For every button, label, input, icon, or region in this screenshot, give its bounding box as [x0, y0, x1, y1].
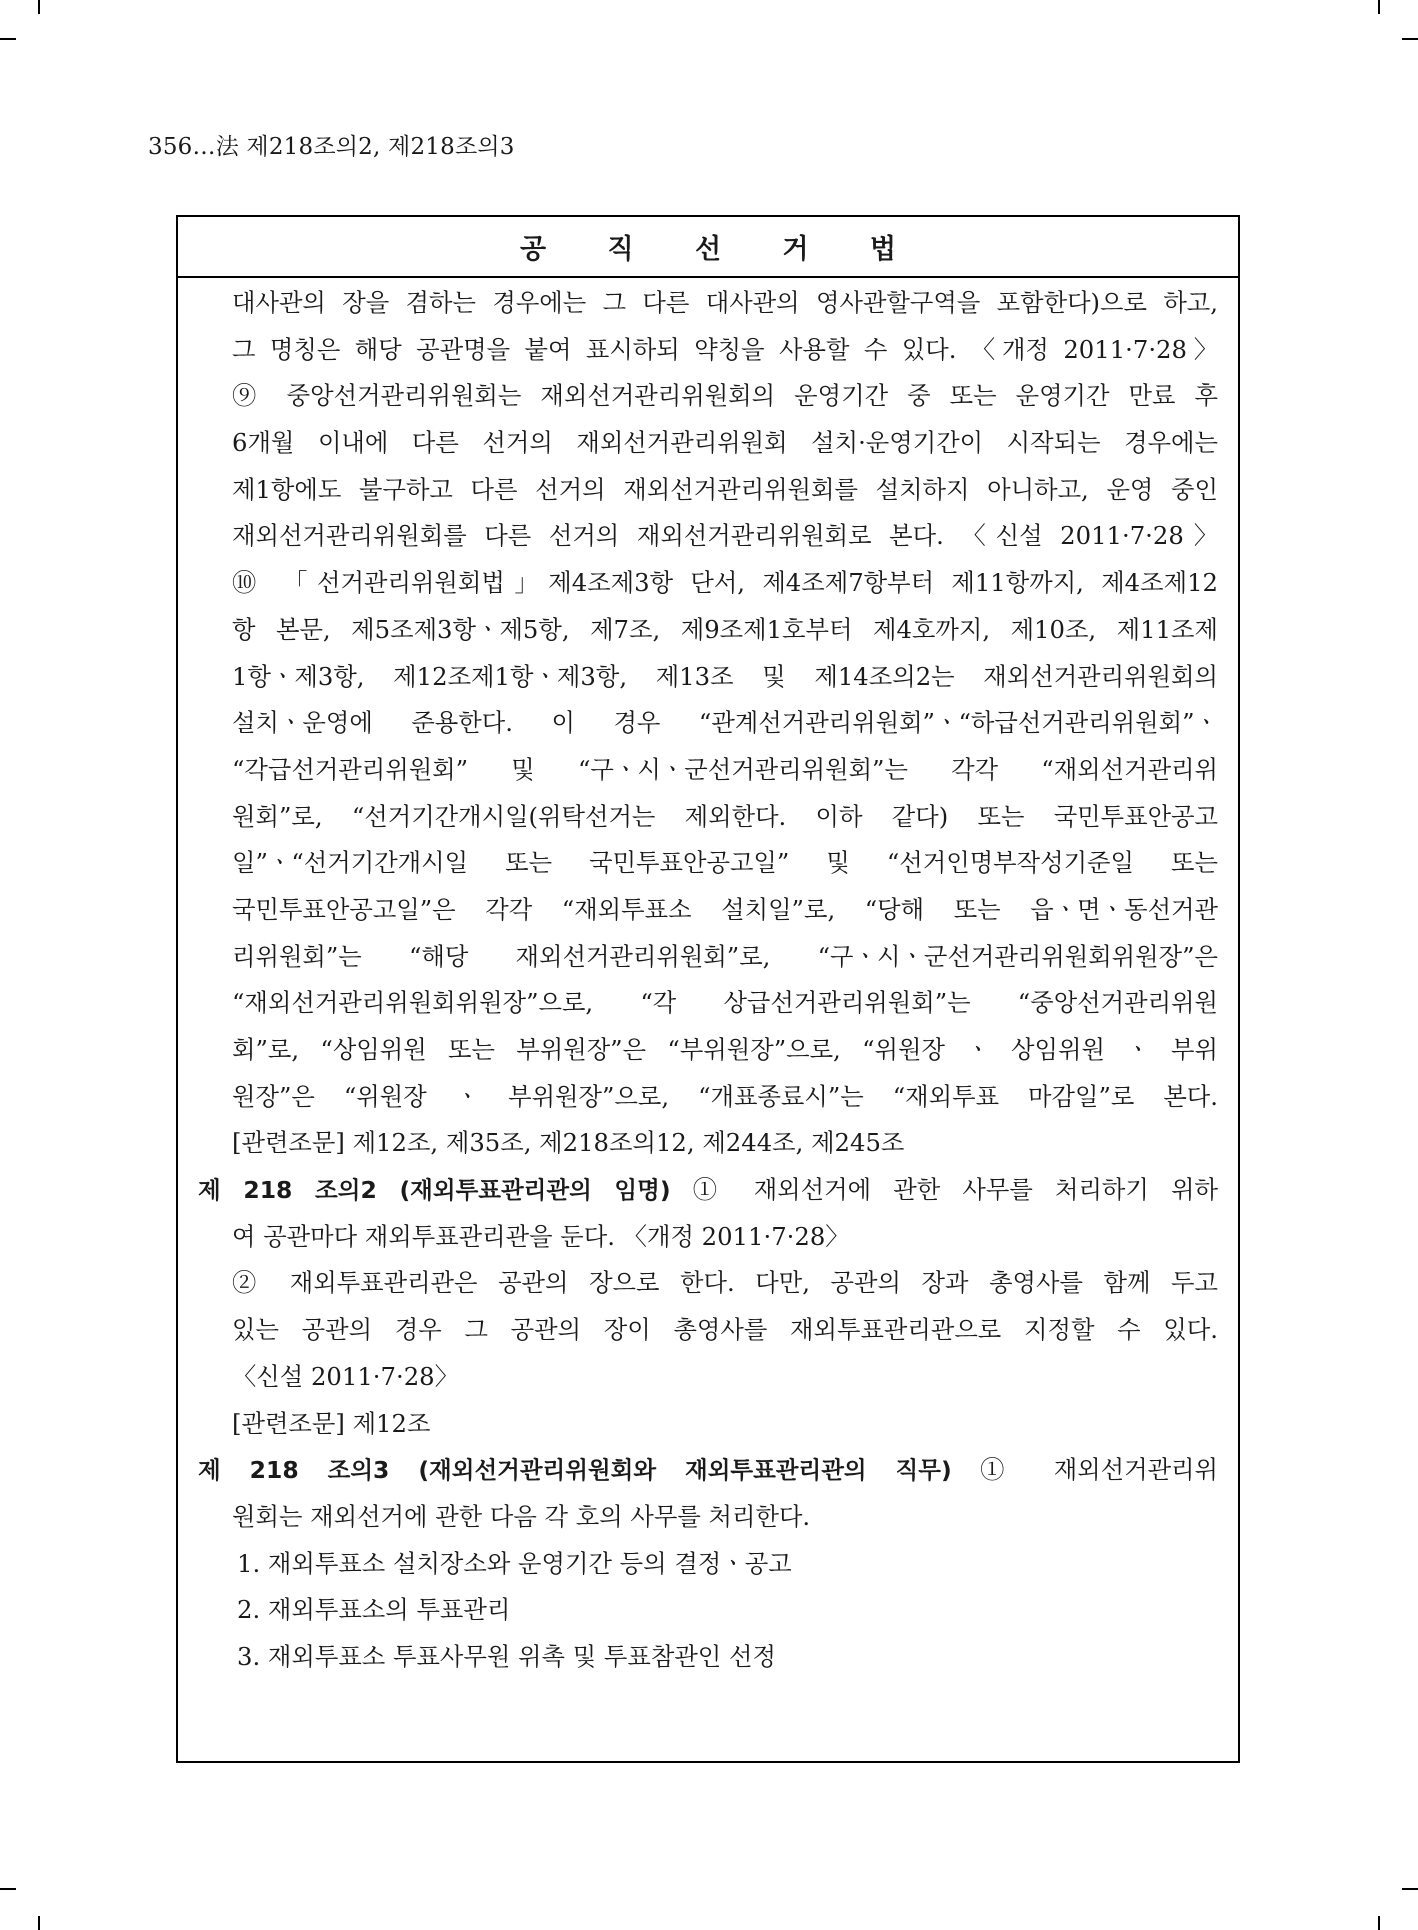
text-line: 〈신설 2011·7·28〉: [232, 1361, 459, 1391]
text-line: 항 본문, 제5조제3항ㆍ제5항, 제7조, 제9조제1호부터 제4호까지, 제10조, 제11조제: [232, 614, 1218, 644]
text-line: 설치ㆍ운영에 준용한다. 이 경우 “관계선거관리위원회”ㆍ“하급선거관리위원회”ㆍ: [232, 708, 1218, 738]
text-line: ② 재외투표관리관은 공관의 장으로 한다. 다만, 공관의 장과 총영사를 함께 두고: [232, 1268, 1218, 1298]
law-box: [176, 215, 1240, 1763]
article-218-3-line: [178, 1447, 1218, 1494]
list-item: 3. 재외투표소 투표사무원 위촉 및 투표참관인 선정: [237, 1641, 776, 1671]
crop-mark: [38, 0, 40, 14]
crop-mark: [1378, 0, 1380, 14]
text-line: 리위원회”는 “해당 재외선거관리위원회”로, “구ㆍ시ㆍ군선거관리위원회위원장”은: [232, 941, 1218, 971]
text-line: 원회는 재외선거에 관한 다음 각 호의 사무를 처리한다.: [232, 1501, 811, 1531]
text-line: ⑨ 중앙선거관리위원회는 재외선거관리위원회의 운영기간 중 또는 운영기간 만료 후: [232, 381, 1218, 411]
text-line: “각급선거관리위원회” 및 “구ㆍ시ㆍ군선거관리위원회”는 각각 “재외선거관리위: [232, 754, 1218, 784]
article-heading: 제 218 조의2 (재외투표관리관의 임명): [198, 1176, 671, 1205]
text-line: 제1항에도 불구하고 다른 선거의 재외선거관리위원회를 설치하지 아니하고, 운영 중인: [232, 474, 1218, 504]
article-218-2-line: [178, 1167, 1218, 1214]
text-span: ① 재외선거관리위: [951, 1455, 1218, 1485]
box-title: 공 직 선 거 법: [178, 217, 1238, 278]
text-line: 6개월 이내에 다른 선거의 재외선거관리위원회 설치·운영기간이 시작되는 경우에는: [232, 428, 1218, 458]
text-line: 그 명칭은 해당 공관명을 붙여 표시하되 약칭을 사용할 수 있다. 〈개정 2011·7·28〉: [232, 334, 1218, 364]
text-line: 1항ㆍ제3항, 제12조제1항ㆍ제3항, 제13조 및 제14조의2는 재외선거관리위원회의: [232, 661, 1218, 691]
related-articles: [관련조문] 제12조: [232, 1408, 431, 1438]
text-line: 재외선거관리위원회를 다른 선거의 재외선거관리위원회로 본다. 〈신설 2011·7·28〉: [232, 521, 1218, 551]
text-line: 대사관의 장을 겸하는 경우에는 그 다른 대사관의 영사관할구역을 포함한다)으로 하고,: [232, 288, 1218, 317]
related-articles: [관련조문] 제12조, 제35조, 제218조의12, 제244조, 제245조: [232, 1128, 905, 1158]
list-item: 2. 재외투표소의 투표관리: [237, 1595, 511, 1625]
text-span: ① 재외선거에 관한 사무를 처리하기 위하: [670, 1175, 1218, 1205]
crop-mark: [1402, 1888, 1418, 1890]
text-line: 여 공관마다 재외투표관리관을 둔다. 〈개정 2011·7·28〉: [232, 1221, 850, 1251]
text-line: ⑩ 「선거관리위원회법」제4조제3항 단서, 제4조제7항부터 제11항까지, 제4조제12: [232, 568, 1218, 598]
crop-mark: [0, 1888, 16, 1890]
text-line: 회”로, “상임위원 또는 부위원장”은 “부위원장”으로, “위원장 ㆍ 상임위원 ㆍ 부위: [232, 1035, 1218, 1064]
list-item: 1. 재외투표소 설치장소와 운영기간 등의 결정ㆍ공고: [237, 1548, 792, 1578]
law-text: [178, 278, 1238, 1681]
text-line: 있는 공관의 경우 그 공관의 장이 총영사를 재외투표관리관으로 지정할 수 있다.: [232, 1315, 1218, 1345]
text-line: 국민투표안공고일”은 각각 “재외투표소 설치일”로, “당해 또는 읍ㆍ면ㆍ동선거관: [232, 894, 1218, 924]
text-line: 원장”은 “위원장 ㆍ 부위원장”으로, “개표종료시”는 “재외투표 마감일”로 본다.: [232, 1081, 1218, 1111]
text-line: “재외선거관리위원회위원장”으로, “각 상급선거관리위원회”는 “중앙선거관리위원: [232, 988, 1218, 1018]
crop-mark: [38, 1916, 40, 1930]
article-heading: 제 218 조의3 (재외선거관리위원회와 재외투표관리관의 직무): [198, 1456, 952, 1485]
crop-mark: [1378, 1916, 1380, 1930]
crop-mark: [0, 38, 16, 40]
crop-mark: [1402, 38, 1418, 40]
page-header: 356…法 제218조의2, 제218조의3: [148, 134, 515, 160]
text-line: 일”ㆍ“선거기간개시일 또는 국민투표안공고일” 및 “선거인명부작성기준일 또는: [232, 848, 1218, 878]
text-line: 원회”로, “선거기간개시일(위탁선거는 제외한다. 이하 같다) 또는 국민투표안공고: [232, 801, 1218, 831]
